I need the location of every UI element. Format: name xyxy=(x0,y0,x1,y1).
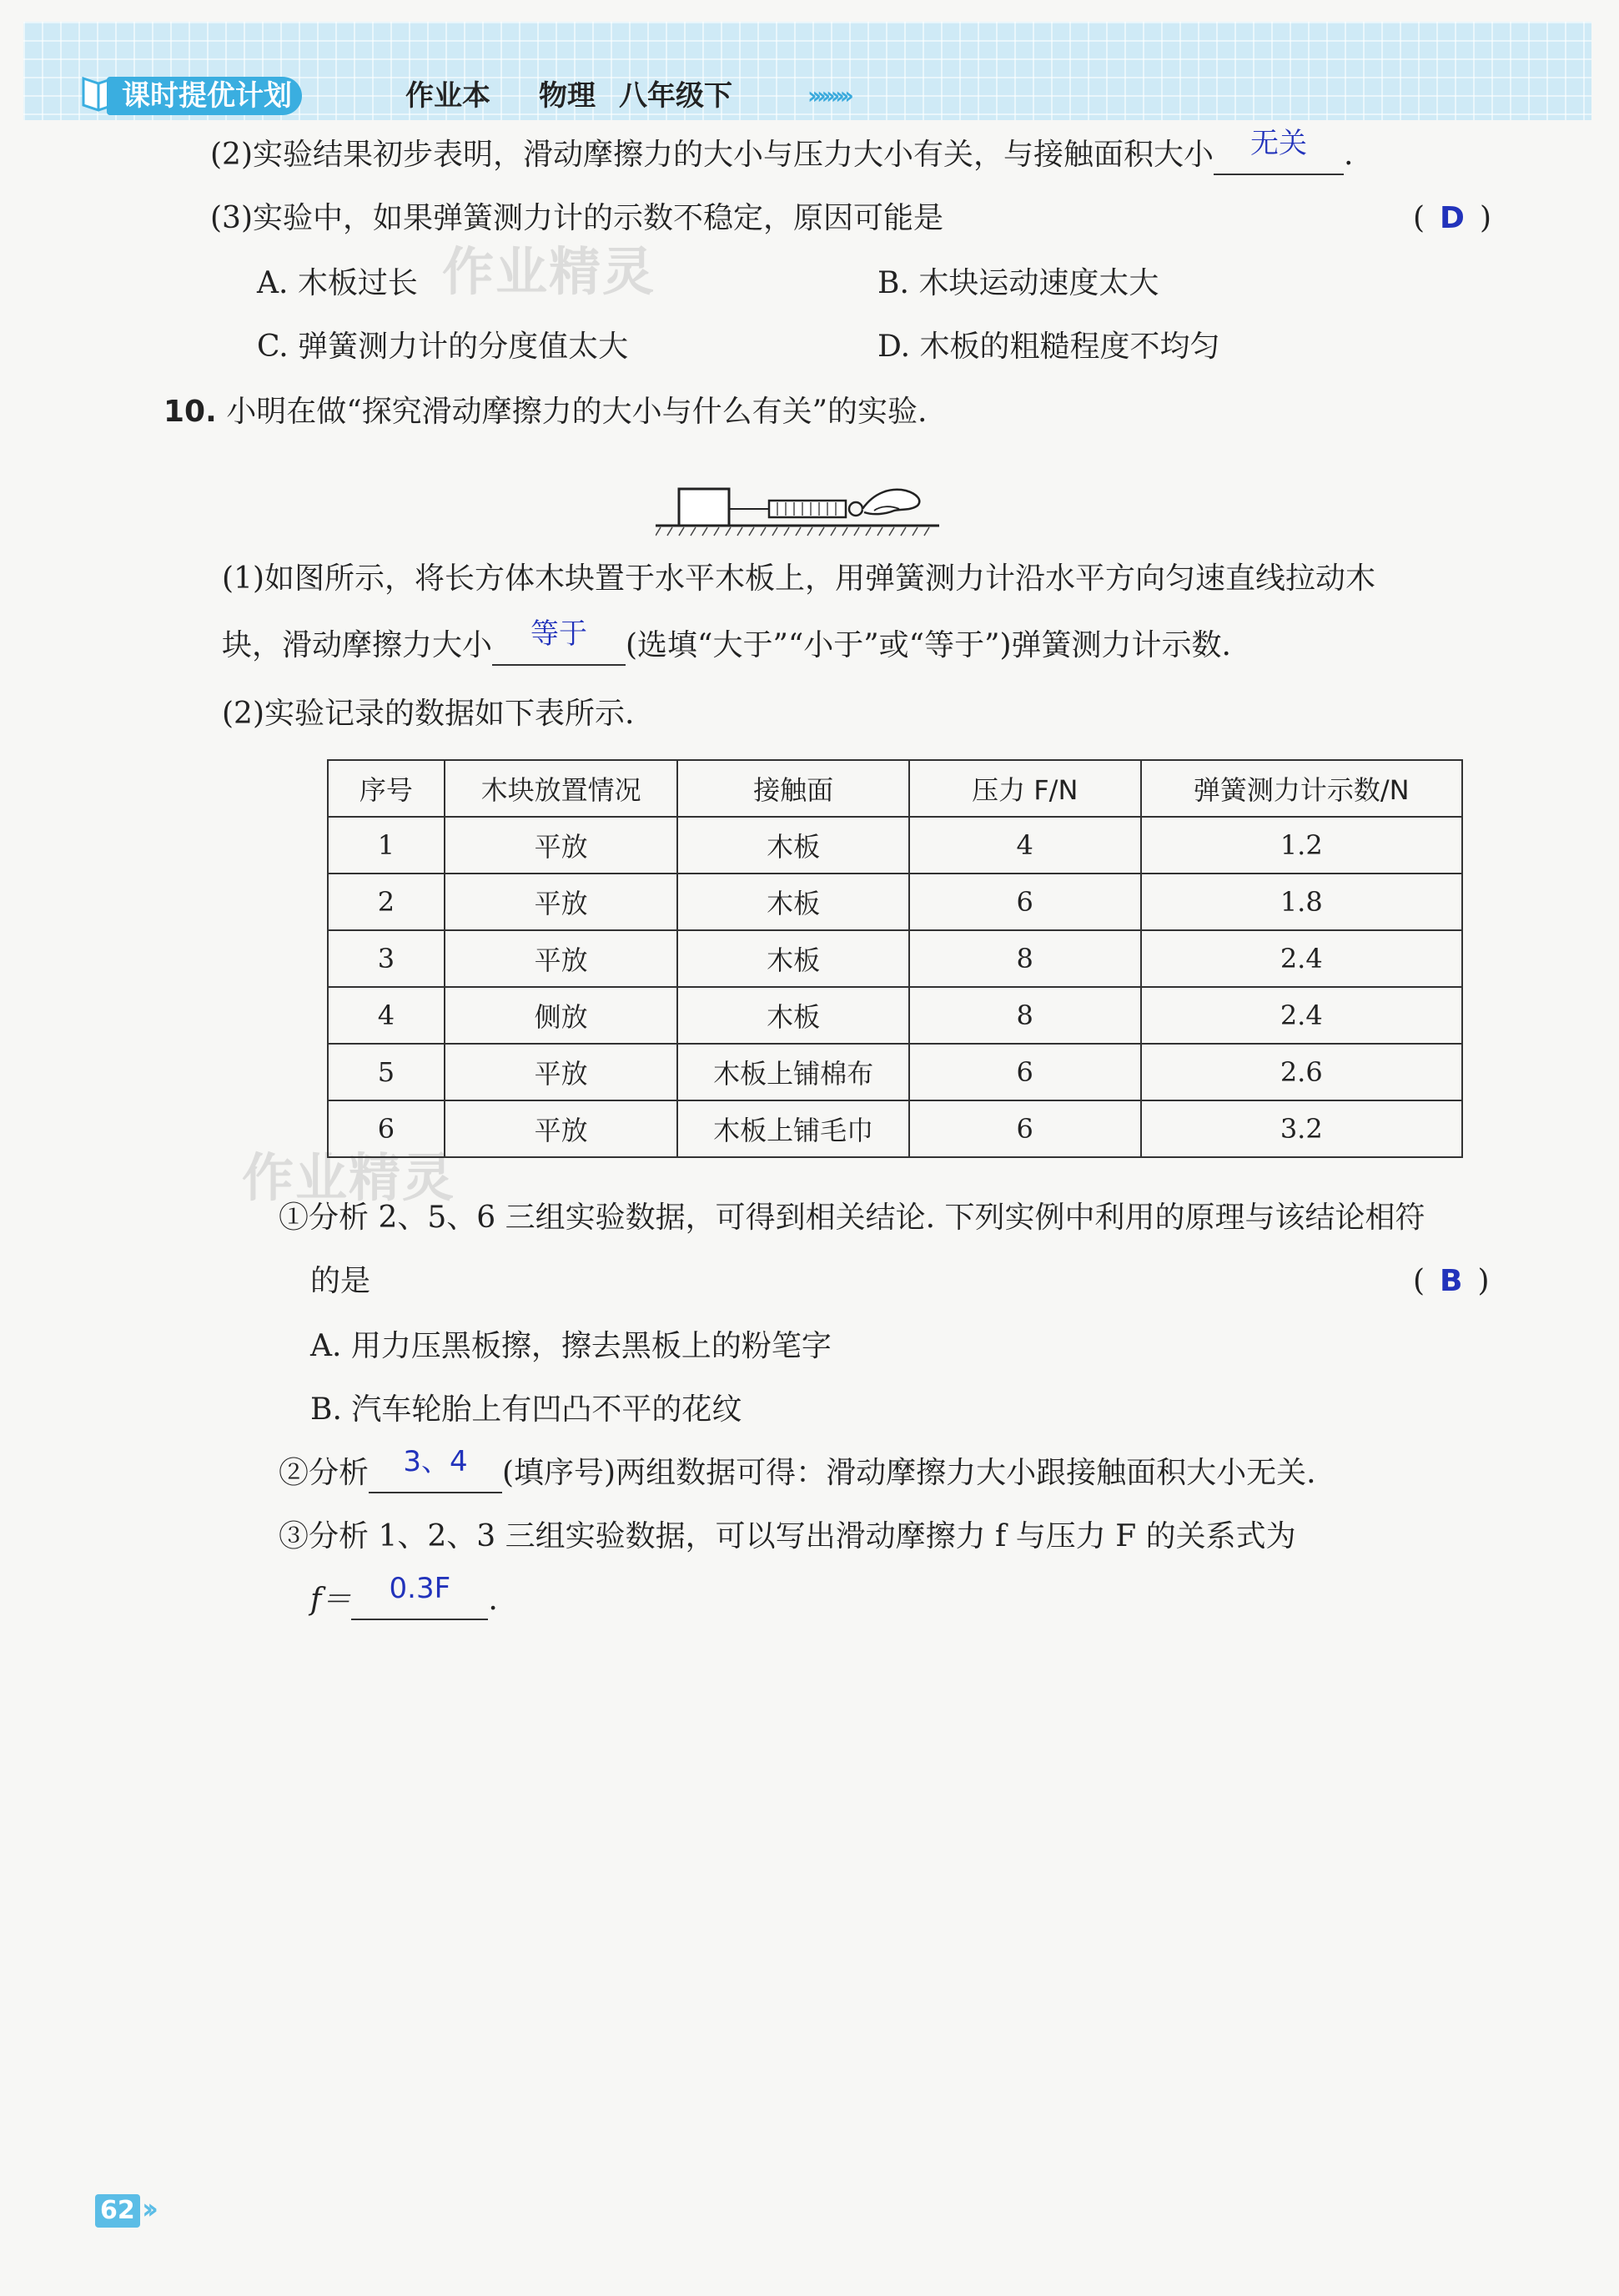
q10-part1-line1: (1)如图所示，将长方体木块置于水平木板上，用弹簧测力计沿水平方向匀速直线拉动木 xyxy=(222,561,1375,596)
table-cell: 3 xyxy=(328,930,445,987)
table-cell: 6 xyxy=(328,1100,445,1157)
table-header: 压力 F/N xyxy=(909,760,1141,817)
book-type: 作业本 xyxy=(405,79,490,113)
answer-blank xyxy=(492,617,626,666)
question-number: 10. xyxy=(163,395,217,429)
table-row xyxy=(328,874,1462,930)
table-header: 接触面 xyxy=(677,760,909,817)
q10-part1-line2 xyxy=(222,617,1231,666)
q9-option-b xyxy=(877,264,1159,304)
option-label: C. xyxy=(257,330,289,364)
q10-sub2-answer: 3、4 xyxy=(403,1445,468,1478)
table-cell: 木板上铺毛巾 xyxy=(677,1100,909,1157)
q10-sub2 xyxy=(279,1445,1316,1493)
table-cell: 6 xyxy=(909,1100,1141,1157)
q10-sub3-line1: ③分析 1、2、3 三组实验数据，可以写出滑动摩擦力 f 与压力 F 的关系式为 xyxy=(279,1519,1296,1553)
q9-part3-answer-box: ( D ) xyxy=(1413,201,1491,235)
table-cell: 木板 xyxy=(677,987,909,1044)
table-header: 木块放置情况 xyxy=(445,760,678,817)
table-cell: 5 xyxy=(328,1044,445,1100)
table-row xyxy=(328,817,1462,874)
table-cell: 8 xyxy=(909,930,1141,987)
table-cell: 侧放 xyxy=(445,987,678,1044)
table-cell: 1 xyxy=(328,817,445,874)
q9-part2 xyxy=(210,127,1354,175)
q9-part3-answer: D xyxy=(1440,201,1465,235)
table-cell: 平放 xyxy=(445,930,678,987)
table-row xyxy=(328,930,1462,987)
q10-sub1-line2: 的是 xyxy=(310,1264,371,1298)
option-label: B. xyxy=(877,266,909,300)
table-cell: 2.4 xyxy=(1141,987,1462,1044)
q10-stem xyxy=(163,392,928,432)
answer-blank xyxy=(369,1445,502,1493)
q9-part2-text: (2)实验结果初步表明，滑动摩擦力的大小与压力大小有关，与接触面积大小 xyxy=(210,138,1214,172)
brand-title: 课时提优计划 xyxy=(107,77,302,115)
q9-option-c xyxy=(257,327,628,367)
option-label: A. xyxy=(257,266,289,300)
table-cell: 4 xyxy=(909,817,1141,874)
q10-stem-text: 小明在做“探究滑动摩擦力的大小与什么有关”的实验. xyxy=(226,395,928,429)
period: . xyxy=(1344,138,1354,172)
table-cell: 木板上铺棉布 xyxy=(677,1044,909,1100)
option-text: 木块运动速度太大 xyxy=(918,266,1159,300)
subject: 物理 xyxy=(539,79,596,113)
table-header: 序号 xyxy=(328,760,445,817)
option-text: 木板的粗糙程度不均匀 xyxy=(919,330,1220,364)
q10-part2-text: (2)实验记录的数据如下表所示. xyxy=(222,697,635,731)
q10-sub1-option-b: B. 汽车轮胎上有凹凸不平的花纹 xyxy=(310,1392,742,1427)
q10-sub3-line2 xyxy=(310,1572,498,1620)
table-cell: 木板 xyxy=(677,874,909,930)
q10-part1-answer: 等于 xyxy=(530,617,588,651)
q10-sub3-answer: 0.3F xyxy=(389,1572,451,1605)
q9-option-a xyxy=(257,264,418,304)
data-table xyxy=(327,759,1463,1158)
table-header-row xyxy=(328,760,1462,817)
option-text: 木板过长 xyxy=(297,266,418,300)
q10-part1-text-b: (选填“大于”“小于”或“等于”)弹簧测力计示数. xyxy=(626,628,1231,662)
q10-sub1-option-a: A. 用力压黑板擦，擦去黑板上的粉笔字 xyxy=(310,1329,832,1363)
grade: 八年级下 xyxy=(619,79,732,113)
option-label: D. xyxy=(877,330,911,364)
table-cell: 2.4 xyxy=(1141,930,1462,987)
watermark: 作业精灵 xyxy=(242,1147,456,1208)
table-row xyxy=(328,1100,1462,1157)
table-cell: 平放 xyxy=(445,874,678,930)
period: . xyxy=(488,1583,498,1617)
table-cell: 木板 xyxy=(677,817,909,874)
q10-sub3-prefix: f＝ xyxy=(310,1583,352,1617)
table-cell: 1.8 xyxy=(1141,874,1462,930)
page-number: 62 xyxy=(95,2194,140,2228)
q9-option-d xyxy=(877,327,1220,367)
q10-sub2-text-b: (填序号)两组数据可得：滑动摩擦力大小跟接触面积大小无关. xyxy=(502,1456,1316,1490)
option-text: 弹簧测力计的分度值太大 xyxy=(298,330,629,364)
q10-sub2-text-a: ②分析 xyxy=(279,1456,370,1490)
table-cell: 4 xyxy=(328,987,445,1044)
table-cell: 6 xyxy=(909,874,1141,930)
page-chevron-icon: ›› xyxy=(142,2193,153,2226)
q10-sub1-answer: B xyxy=(1440,1264,1463,1298)
q9-part2-answer: 无关 xyxy=(1250,127,1307,160)
answer-blank xyxy=(351,1572,488,1620)
table-row xyxy=(328,1044,1462,1100)
experiment-figure xyxy=(656,472,939,539)
table-cell: 6 xyxy=(909,1044,1141,1100)
table-cell: 平放 xyxy=(445,1100,678,1157)
q10-part1-text-a: 块，滑动摩擦力大小 xyxy=(222,628,493,662)
table-cell: 平放 xyxy=(445,817,678,874)
table-header: 弹簧测力计示数/N xyxy=(1141,760,1462,817)
table-cell: 3.2 xyxy=(1141,1100,1462,1157)
table-cell: 木板 xyxy=(677,930,909,987)
table-cell: 1.2 xyxy=(1141,817,1462,874)
table-cell: 平放 xyxy=(445,1044,678,1100)
answer-blank xyxy=(1214,127,1344,175)
table-cell: 2.6 xyxy=(1141,1044,1462,1100)
q10-sub1-answer-box: ( B ) xyxy=(1413,1264,1490,1298)
watermark: 作业精灵 xyxy=(442,241,656,302)
q9-part3: (3)实验中，如果弹簧测力计的示数不稳定，原因可能是 xyxy=(210,201,943,235)
table-cell: 8 xyxy=(909,987,1141,1044)
header-chevrons: ››››››››› xyxy=(807,82,849,109)
q10-sub1-line1: ①分析 2、5、6 三组实验数据，可得到相关结论. 下列实例中利用的原理与该结论相符 xyxy=(279,1201,1425,1235)
table-cell: 2 xyxy=(328,874,445,930)
table-row xyxy=(328,987,1462,1044)
